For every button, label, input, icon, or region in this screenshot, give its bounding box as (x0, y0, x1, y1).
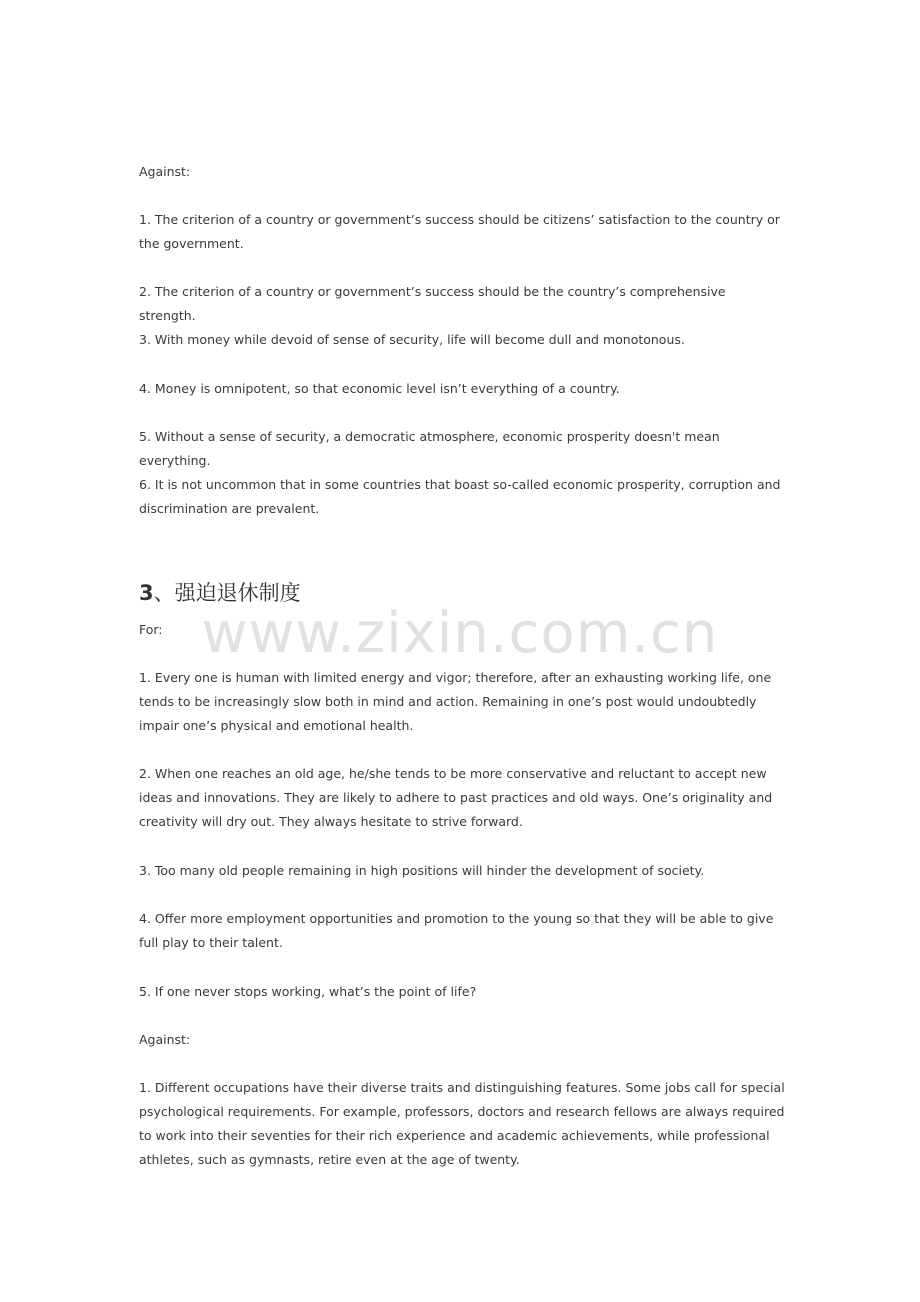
against-item-2: 2. The criterion of a country or government’s success should be the country’s comprehensive strength. (139, 284, 726, 323)
section-title: 、强迫退休制度 (153, 581, 301, 605)
for-item-3: 3. Too many old people remaining in high positions will hinder the development of society. (139, 863, 705, 878)
against-label: Against: (139, 164, 191, 179)
watermark: www.zixin.com.cn (201, 601, 719, 666)
against-label-2: Against: (139, 1032, 191, 1047)
for-label: For: (139, 622, 163, 637)
against-item-5: 5. Without a sense of security, a democratic atmosphere, economic prosperity doesn't mean everything. (139, 429, 720, 468)
for-item-4: 4. Offer more employment opportunities and promotion to the young so that they will be able to give full play to their talent. (139, 911, 774, 950)
against-item-3: 3. With money while devoid of sense of security, life will become dull and monotonous. (139, 332, 685, 347)
against-item-6: 6. It is not uncommon that in some countries that boast so-called economic prosperity, corruption and discrimination are prevalent. (139, 477, 781, 516)
against-item-1: 1. The criterion of a country or government’s success should be citizens’ satisfaction to the country or the government. (139, 212, 780, 251)
section-number: 3 (139, 581, 154, 605)
for-item-1: 1. Every one is human with limited energy and vigor; therefore, after an exhausting working life, one tends to be increasingly slow both in mind and action. Remaining in one’s post would undoubtedly impair one’s physical and emotional health. (139, 670, 772, 733)
for-item-2: 2. When one reaches an old age, he/she tends to be more conservative and reluctant to accept new ideas and innovations. They are likely to adhere to past practices and old ways. One’s originality and creativity will dry out. They always hesitate to strive forward. (139, 766, 773, 829)
against-item-2-1: 1. Different occupations have their diverse traits and distinguishing features. Some jobs call for special psychological requirements. For example, professors, doctors and research fellows are always required to work into their seventies for their rich experience and academic achievements, while professional athletes, such as gymnasts, retire even at the age of twenty. (139, 1080, 785, 1167)
against-item-4: 4. Money is omnipotent, so that economic level isn’t everything of a country. (139, 381, 620, 396)
for-item-5: 5. If one never stops working, what’s the point of life? (139, 984, 477, 999)
section-heading (139, 579, 301, 607)
